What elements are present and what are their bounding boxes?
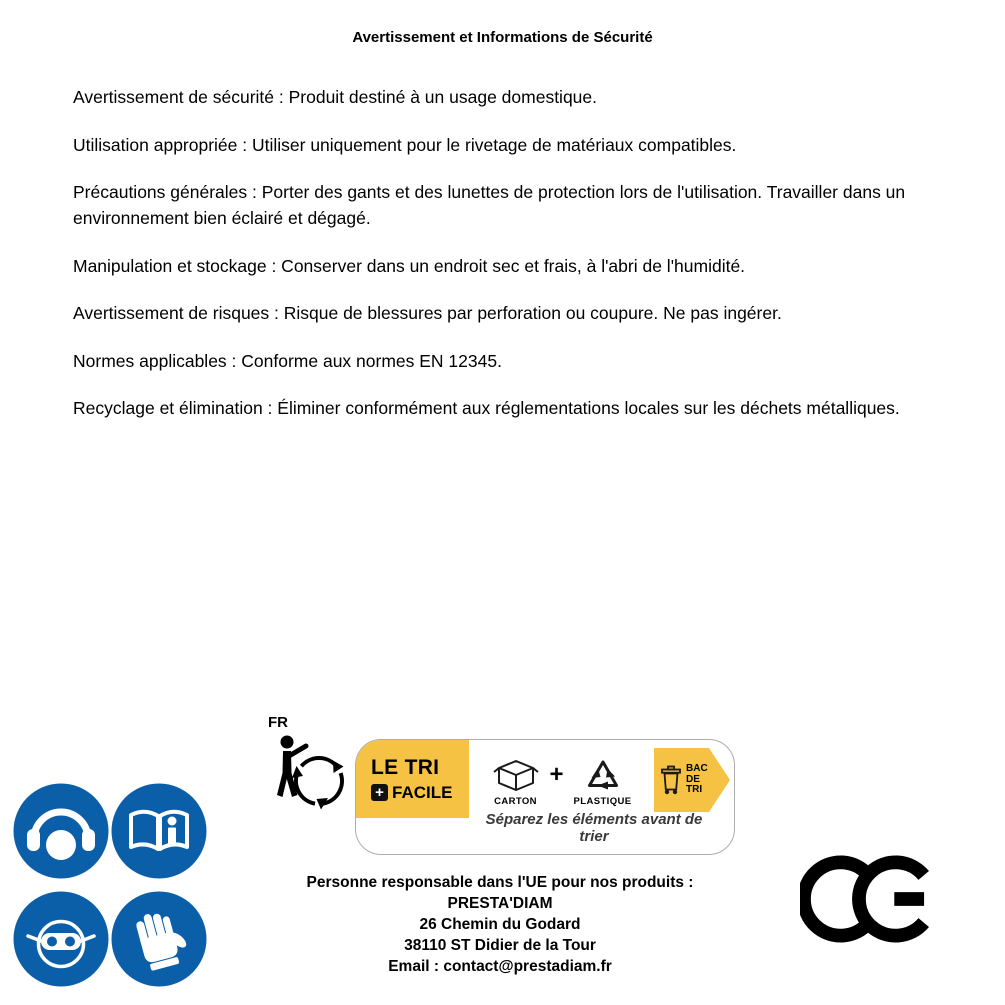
read-instruction-manual-icon bbox=[111, 783, 207, 879]
handling-storage-paragraph: Manipulation et stockage : Conserver dans un endroit sec et frais, à l'abri de l'humidité. bbox=[73, 255, 746, 276]
page-title: Avertissement et Informations de Sécurité bbox=[352, 29, 653, 46]
sorting-tagline: Séparez les éléments avant de trier bbox=[485, 811, 703, 845]
risk-warning-paragraph: Avertissement de risques : Risque de blessures par perforation ou coupure. Ne pas ingérer. bbox=[73, 303, 782, 323]
bac-de-tri-flag bbox=[654, 748, 730, 812]
info-tri-label bbox=[355, 739, 735, 855]
responsible-person-block bbox=[255, 872, 745, 977]
mandatory-pictograms bbox=[13, 783, 207, 987]
waste-bin-icon bbox=[660, 765, 682, 795]
triman-recycling-icon bbox=[272, 733, 352, 817]
appropriate-use-paragraph: Utilisation appropriée : Utiliser uniquement pour le rivetage de matériaux compatibles. bbox=[73, 134, 737, 155]
safety-paragraphs bbox=[73, 84, 951, 443]
facile-text: FACILE bbox=[392, 782, 453, 802]
address-line-1: 26 Chemin du Godard bbox=[419, 916, 581, 933]
plus-separator: + bbox=[549, 760, 564, 788]
recycling-triangle-icon bbox=[583, 757, 623, 793]
wear-ear-protection-icon bbox=[13, 783, 109, 879]
bac-de-tri-text: BAC DE TRI bbox=[686, 763, 708, 796]
info-tri-top-row bbox=[356, 740, 734, 813]
safety-warning-paragraph: Avertissement de sécurité : Produit destiné à un usage domestique. bbox=[73, 87, 598, 107]
responsible-person-heading: Personne responsable dans l'UE pour nos produits : bbox=[306, 874, 694, 891]
plastique-label: PLASTIQUE bbox=[573, 795, 632, 807]
wear-protective-gloves-icon bbox=[111, 891, 207, 987]
materials-section bbox=[469, 740, 654, 813]
le-tri-facile-wordmark bbox=[356, 740, 469, 818]
fr-country-label: FR bbox=[268, 714, 288, 731]
address-line-2: 38110 ST Didier de la Tour bbox=[404, 937, 596, 954]
le-tri-text: LE TRI bbox=[371, 755, 440, 779]
company-name: PRESTA'DIAM bbox=[447, 895, 553, 912]
standards-paragraph: Normes applicables : Conforme aux normes EN 12345. bbox=[73, 350, 502, 371]
plus-box-icon: + bbox=[371, 784, 388, 801]
carton-box-icon bbox=[492, 757, 540, 793]
recycling-disposal-paragraph: Recyclage et élimination : Éliminer conformément aux réglementations locales sur les déchets métalliques. bbox=[73, 398, 900, 418]
ce-marking-icon bbox=[800, 855, 940, 943]
contact-email: Email : contact@prestadiam.fr bbox=[388, 958, 612, 975]
carton-label: CARTON bbox=[494, 795, 537, 807]
general-precautions-paragraph: Précautions générales : Porter des gants et des lunettes de protection lors de l'utilisation. Travailler dans un environnement bien éclairé et dégagé. bbox=[73, 182, 906, 228]
wear-eye-protection-icon bbox=[13, 891, 109, 987]
